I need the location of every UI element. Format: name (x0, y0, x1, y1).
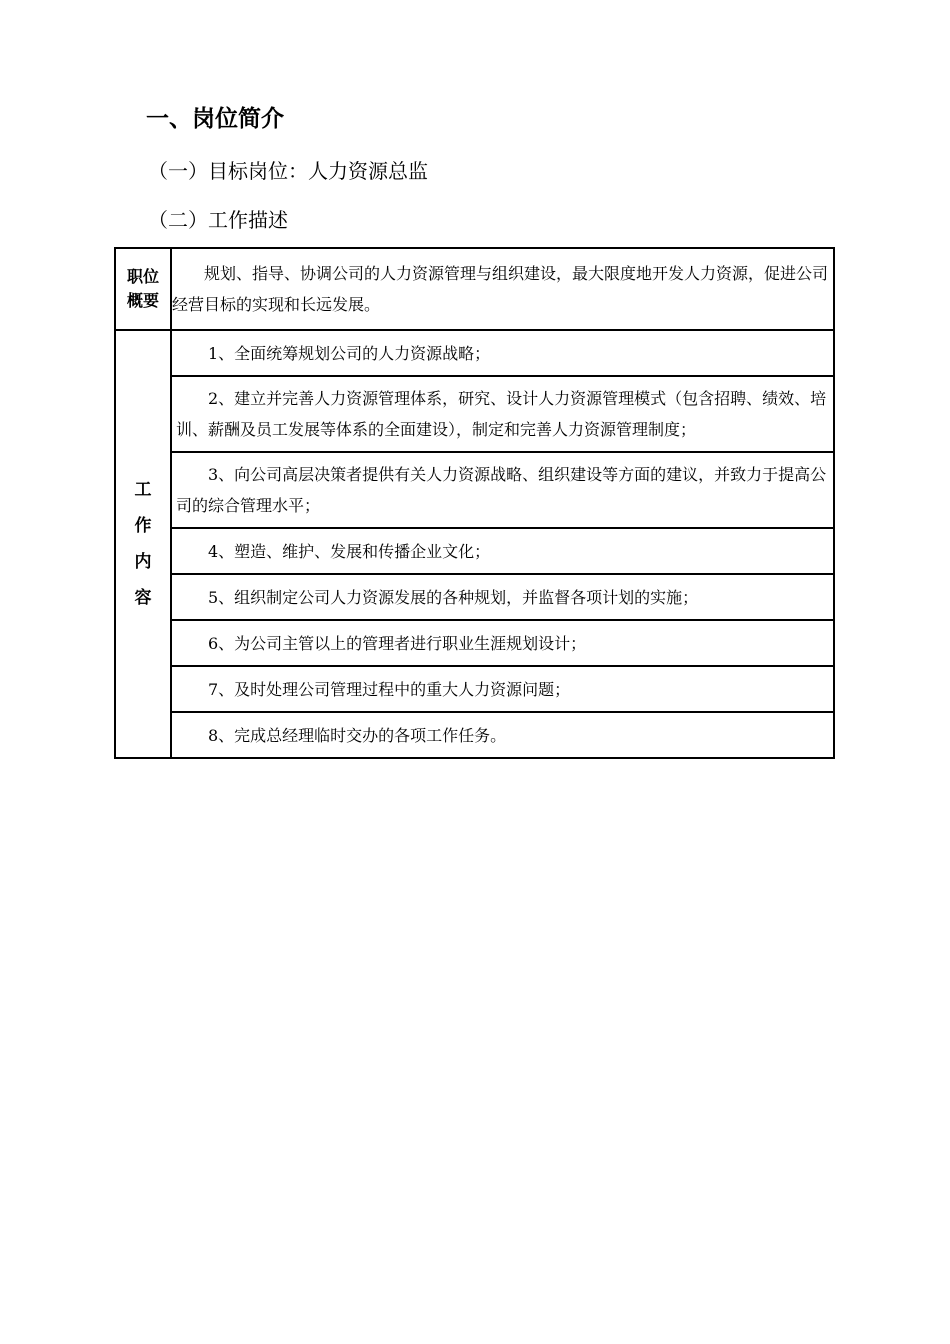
work-item: 8、完成总经理临时交办的各项工作任务。 (171, 712, 834, 758)
content-label-char: 容 (134, 588, 152, 608)
work-description-heading: （二）工作描述 (148, 208, 288, 232)
content-label-char: 工 (134, 480, 152, 500)
section-title: 一、岗位简介 (146, 106, 284, 132)
table-row (115, 666, 834, 712)
table-row (115, 452, 834, 528)
work-item: 6、为公司主管以上的管理者进行职业生涯规划设计； (171, 620, 834, 666)
work-item: 5、组织制定公司人力资源发展的各种规划，并监督各项计划的实施； (171, 574, 834, 620)
work-item: 7、及时处理公司管理过程中的重大人力资源问题； (171, 666, 834, 712)
summary-label-cell (115, 248, 171, 330)
work-item: 2、建立并完善人力资源管理体系，研究、设计人力资源管理模式（包含招聘、绩效、培训、薪酬及员工发展等体系的全面建设），制定和完善人力资源管理制度； (171, 376, 834, 452)
work-item: 1、全面统筹规划公司的人力资源战略； (171, 330, 834, 376)
table-row (115, 712, 834, 758)
summary-label-line: 职位 (126, 267, 159, 286)
content-label-char: 内 (134, 552, 152, 572)
summary-text: 规划、指导、协调公司的人力资源管理与组织建设，最大限度地开发人力资源，促进公司经营目标的实现和长远发展。 (171, 248, 834, 330)
content-label-cell (115, 330, 171, 758)
table-row (115, 376, 834, 452)
summary-label-line: 概要 (126, 291, 159, 310)
table-row (115, 330, 834, 376)
work-item: 3、向公司高层决策者提供有关人力资源战略、组织建设等方面的建议，并致力于提高公司的综合管理水平； (171, 452, 834, 528)
target-position-heading: （一）目标岗位：人力资源总监 (148, 159, 428, 183)
content-label-char: 作 (134, 516, 152, 536)
work-item: 4、塑造、维护、发展和传播企业文化； (171, 528, 834, 574)
summary-row (115, 248, 834, 330)
table-row (115, 620, 834, 666)
table-row (115, 528, 834, 574)
table-row (115, 574, 834, 620)
job-description-table (114, 247, 835, 759)
